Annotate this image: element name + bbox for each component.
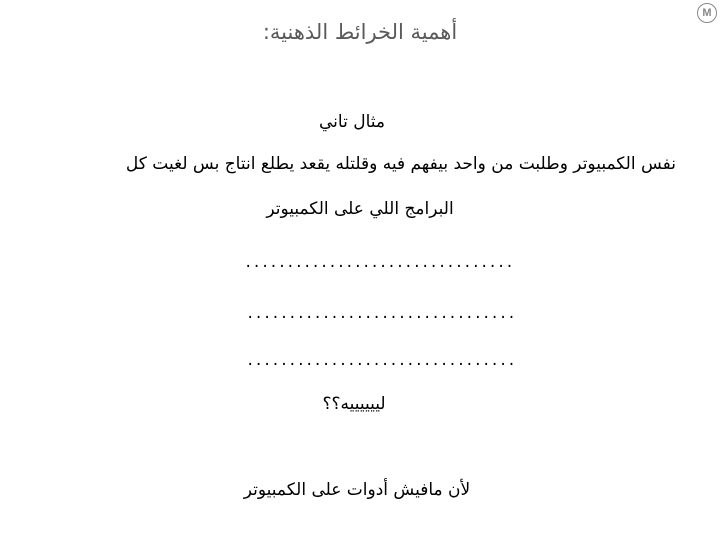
logo-letter: M xyxy=(702,7,712,19)
answer-line: لأن مافيش أدوات على الكمبيوتر xyxy=(243,480,471,500)
example-heading: مثال تاني xyxy=(319,112,385,132)
question-line: لييييييه؟؟ xyxy=(322,394,386,414)
slide-title: أهمية الخرائط الذهنية: xyxy=(262,20,458,44)
dotted-line-3: ................................ xyxy=(246,353,516,369)
body-line-1: نفس الكمبيوتر وطلبت من واحد بيفهم فيه وقلتله يقعد يطلع انتاج بس لغيت كل xyxy=(125,154,676,174)
body-line-2: البرامج اللي على الكمبيوتر xyxy=(266,199,454,219)
dotted-line-1: ................................ xyxy=(244,255,514,271)
dotted-line-2: ................................ xyxy=(246,306,516,322)
